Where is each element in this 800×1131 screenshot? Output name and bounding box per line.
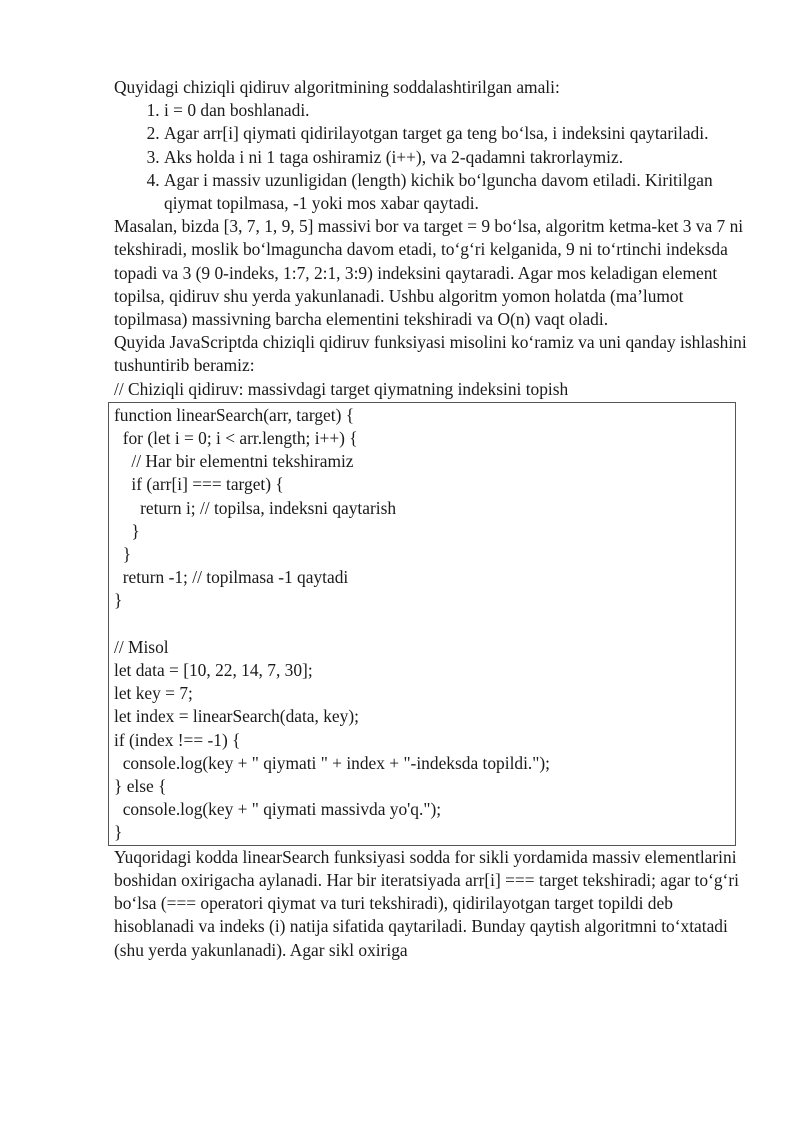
example-paragraph: Masalan, bizda [3, 7, 1, 9, 5] massivi bor va target = 9 bo‘lsa, algoritm ketma-ket 3 va 7 ni tekshiradi, moslik bo‘lmaguncha davom etadi, to‘g‘ri kelganida, 9 ni to‘rtinchi indeksda topadi va 3 (9 0-indeks, 1:7, 2:1, 3:9) indeksini qaytaradi. Agar mos keladigan element topilsa, qidiruv shu yerda yakunlanadi. Ushbu algoritm yomon holatda (ma’lumot topilmasa) massivning barcha elementini tekshiradi va O(n) vaqt oladi. <box>114 216 744 330</box>
code-line: if (arr[i] === target) { <box>114 474 284 495</box>
code-line: } <box>114 822 123 843</box>
code-line: // Har bir elementni tekshiramiz <box>114 451 354 472</box>
code-line: let index = linearSearch(data, key); <box>114 706 359 727</box>
list-item: 3. Aks holda i ni 1 taga oshiramiz (i++), va 2-qadamni takrorlaymiz. <box>164 146 750 169</box>
algorithm-steps-list <box>114 99 750 215</box>
document-page <box>114 76 750 962</box>
code-line: function linearSearch(arr, target) { <box>114 404 355 425</box>
code-line: } else { <box>114 776 167 797</box>
list-item: 4. Agar i massiv uzunligidan (length) kichik bo‘lguncha davom etiladi. Kiritilgan qiymat topilmasa, -1 yoki mos xabar qaytadi. <box>164 169 750 215</box>
code-line <box>114 613 730 636</box>
code-line: let data = [10, 22, 14, 7, 30]; <box>114 660 313 681</box>
code-line: return -1; // topilmasa -1 qaytadi <box>114 567 349 588</box>
code-comment-heading: // Chiziqli qidiruv: massivdagi target qiymatning indeksini topish <box>114 378 569 399</box>
code-line: return i; // topilsa, indeksni qaytarish <box>114 497 397 518</box>
list-item: 2. Agar arr[i] qiymati qidirilayotgan target ga teng bo‘lsa, i indeksini qaytariladi. <box>164 122 750 145</box>
code-line: if (index !== -1) { <box>114 729 241 750</box>
code-line: console.log(key + " qiymati massivda yo'q."); <box>114 799 442 820</box>
code-line: // Misol <box>114 636 169 657</box>
code-block <box>108 402 736 846</box>
explanation-paragraph: Yuqoridagi kodda linearSearch funksiyasi sodda for sikli yordamida massiv elementlarini boshidan oxirigacha aylanadi. Har bir iteratsiyada arr[i] === target tekshiradi; agar to‘g‘ri bo‘lsa (=== operatori qiymat va turi tekshiradi), qidirilayotgan target topildi deb hisoblanadi va indeks (i) natija sifatida qaytariladi. Bunday qaytish algoritmni to‘xtatadi (shu yerda yakunlanadi). Agar sikl oxiriga <box>114 846 739 960</box>
code-line: } <box>114 590 123 611</box>
code-line: } <box>114 544 132 565</box>
code-line: } <box>114 520 140 541</box>
js-intro-paragraph: Quyida JavaScriptda chiziqli qidiruv funksiyasi misolini ko‘ramiz va uni qanday ishlashini tushuntirib beramiz: <box>114 332 747 376</box>
code-line: let key = 7; <box>114 683 193 704</box>
code-line: for (let i = 0; i < arr.length; i++) { <box>114 428 358 449</box>
intro-paragraph: Quyidagi chiziqli qidiruv algoritmining soddalashtirilgan amali: <box>114 77 560 97</box>
list-item: 1. i = 0 dan boshlanadi. <box>164 99 750 122</box>
code-line: console.log(key + " qiymati " + index + "-indeksda topildi."); <box>114 752 550 773</box>
